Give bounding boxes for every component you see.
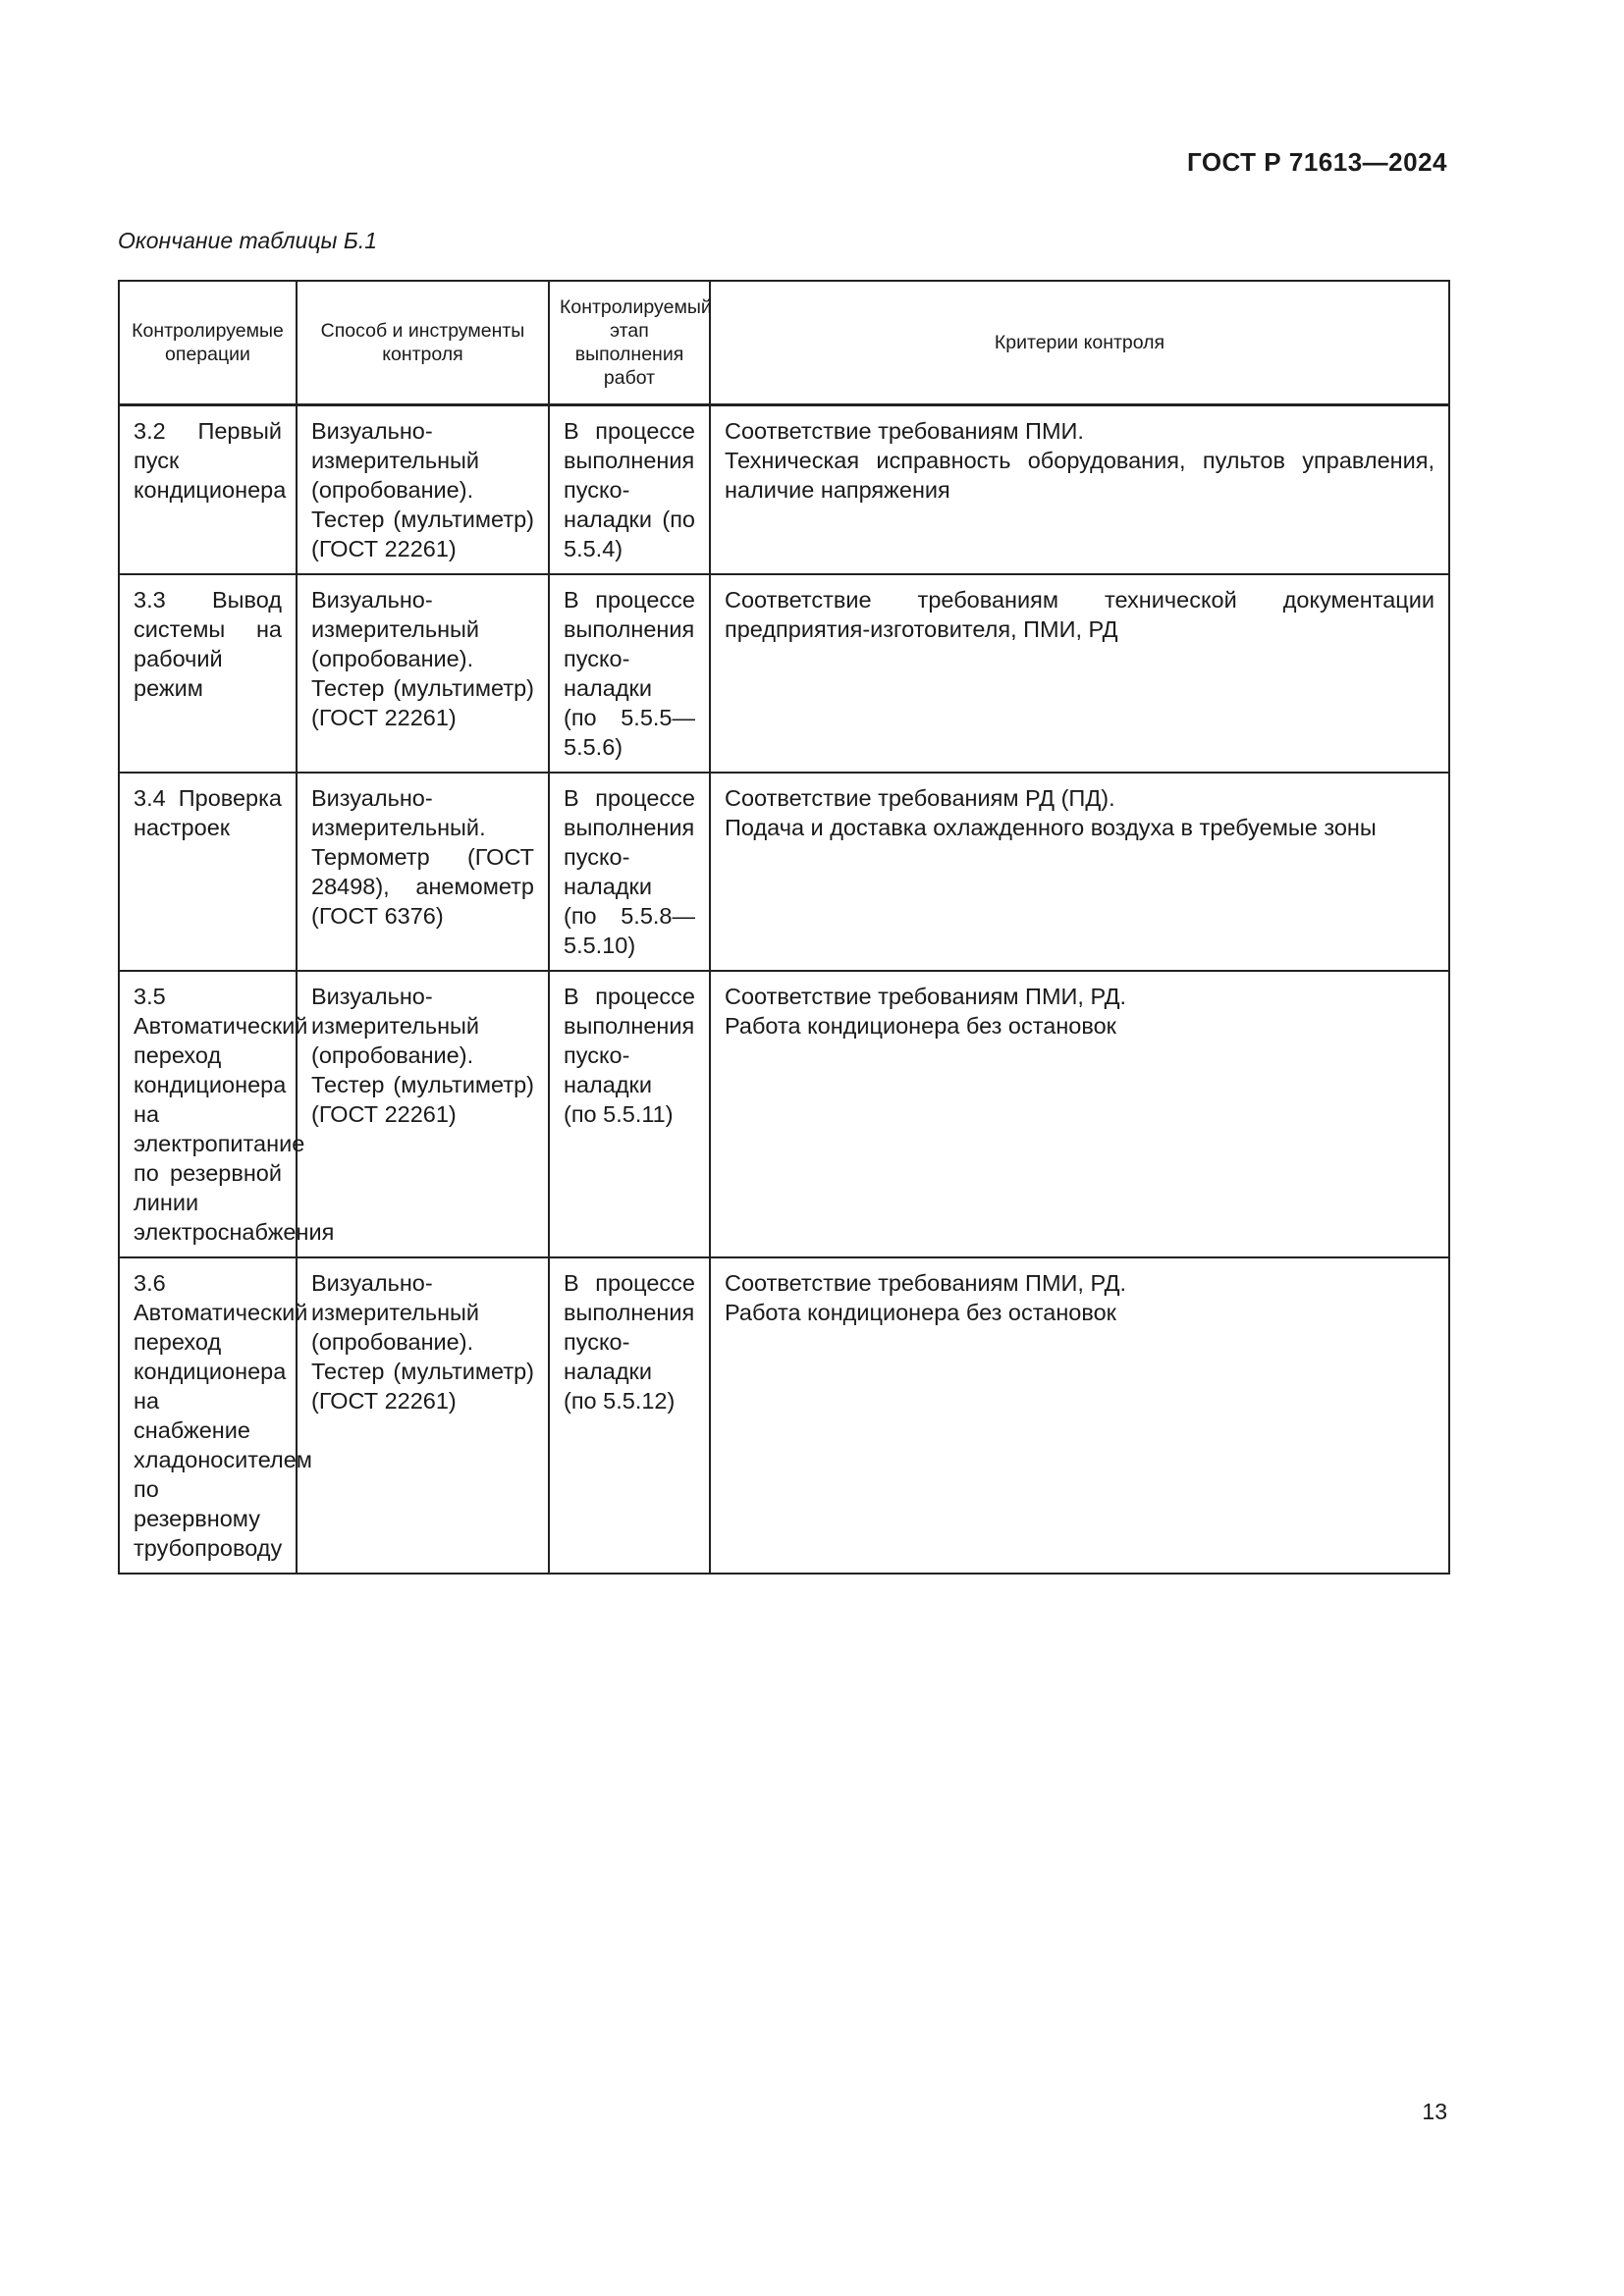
standard-code: ГОСТ Р 71613—2024 [1186, 147, 1447, 177]
cell-criteria [710, 405, 1449, 575]
cell-stage-line: В процессе выполнения пуско-наладки (по 5.5.4) [564, 418, 695, 561]
cell-criteria-line: Соответствие требованиям ПМИ. [725, 418, 1084, 444]
cell-criteria [710, 1257, 1449, 1574]
page-number: 13 [1422, 2099, 1447, 2124]
control-table [118, 280, 1450, 1575]
cell-method-line: Тестер (мультиметр) (ГОСТ 22261) [311, 675, 534, 730]
cell-criteria-line: Соответствие требованиям РД (ПД). [725, 785, 1115, 811]
table-header [119, 281, 1449, 405]
cell-criteria [710, 574, 1449, 773]
cell-stage-line: (по 5.5.8—5.5.10) [564, 903, 695, 958]
cell-method [297, 1257, 549, 1574]
cell-method [297, 971, 549, 1257]
cell-method-line: Тестер (мультиметр) (ГОСТ 22261) [311, 507, 534, 561]
cell-method-line: Тестер (мультиметр) (ГОСТ 22261) [311, 1359, 534, 1414]
cell-stage-line: (по 5.5.11) [564, 1101, 674, 1127]
cell-stage-line: В процессе выполнения пуско-наладки [564, 1270, 695, 1384]
cell-operation: 3.5 Автоматический переход кондиционера на электропитание по резервной линии электроснабжения [119, 971, 297, 1257]
cell-method-line: Тестер (мультиметр) (ГОСТ 22261) [311, 1072, 534, 1127]
cell-criteria-line: Соответствие требованиям ПМИ, РД. [725, 984, 1127, 1009]
cell-stage-line: В процессе выполнения пуско-наладки [564, 587, 695, 701]
cell-method-line: Визуально-измерительный. [311, 785, 486, 840]
table-row [119, 971, 1449, 1257]
cell-method [297, 405, 549, 575]
cell-criteria [710, 773, 1449, 971]
cell-criteria-line: Подача и доставка охлажденного воздуха в требуемые зоны [725, 815, 1377, 840]
table-row [119, 1257, 1449, 1574]
cell-method [297, 773, 549, 971]
cell-criteria-line: Работа кондиционера без остановок [725, 1300, 1116, 1325]
header-row [119, 281, 1449, 405]
cell-operation: 3.6 Автоматический переход кондиционера на снабжение хладоносителем по резервному трубопроводу [119, 1257, 297, 1574]
table-row [119, 405, 1449, 575]
cell-criteria-line: Соответствие требованиям технической документации предприятия-изготовителя, ПМИ, РД [725, 587, 1435, 642]
cell-criteria [710, 971, 1449, 1257]
table-row [119, 773, 1449, 971]
column-header-criteria: Критерии контроля [710, 281, 1449, 405]
column-header-operations: Контролируемые операции [119, 281, 297, 405]
cell-stage [549, 574, 710, 773]
cell-method-line: Термометр (ГОСТ 28498), анемометр (ГОСТ 6376) [311, 844, 534, 929]
cell-method-line: Визуально-измерительный (опробование). [311, 1270, 480, 1355]
cell-operation: 3.3 Вывод системы на рабочий режим [119, 574, 297, 773]
cell-method-line: Визуально-измерительный (опробование). [311, 587, 480, 671]
table-row [119, 574, 1449, 773]
cell-criteria-line: Соответствие требованиям ПМИ, РД. [725, 1270, 1127, 1296]
cell-stage-line: В процессе выполнения пуско-наладки [564, 785, 695, 899]
cell-criteria-line: Техническая исправность оборудования, пультов управления, наличие напряжения [725, 448, 1435, 503]
cell-stage [549, 405, 710, 575]
cell-method [297, 574, 549, 773]
column-header-method: Способ и инструменты контроля [297, 281, 549, 405]
cell-stage [549, 773, 710, 971]
cell-method-line: Визуально-измерительный (опробование). [311, 418, 480, 503]
table-caption: Окончание таблицы Б.1 [118, 228, 378, 253]
cell-criteria-line: Работа кондиционера без остановок [725, 1013, 1116, 1039]
cell-stage-line: (по 5.5.12) [564, 1388, 676, 1414]
cell-stage-line: (по 5.5.5—5.5.6) [564, 705, 695, 760]
cell-operation: 3.4 Проверка настроек [119, 773, 297, 971]
cell-stage [549, 971, 710, 1257]
table-body [119, 405, 1449, 1575]
cell-operation: 3.2 Первый пуск кондиционера [119, 405, 297, 575]
column-header-stage: Контролируемый этап выполнения работ [549, 281, 710, 405]
cell-stage-line: В процессе выполнения пуско-наладки [564, 984, 695, 1097]
cell-stage [549, 1257, 710, 1574]
cell-method-line: Визуально-измерительный (опробование). [311, 984, 480, 1068]
